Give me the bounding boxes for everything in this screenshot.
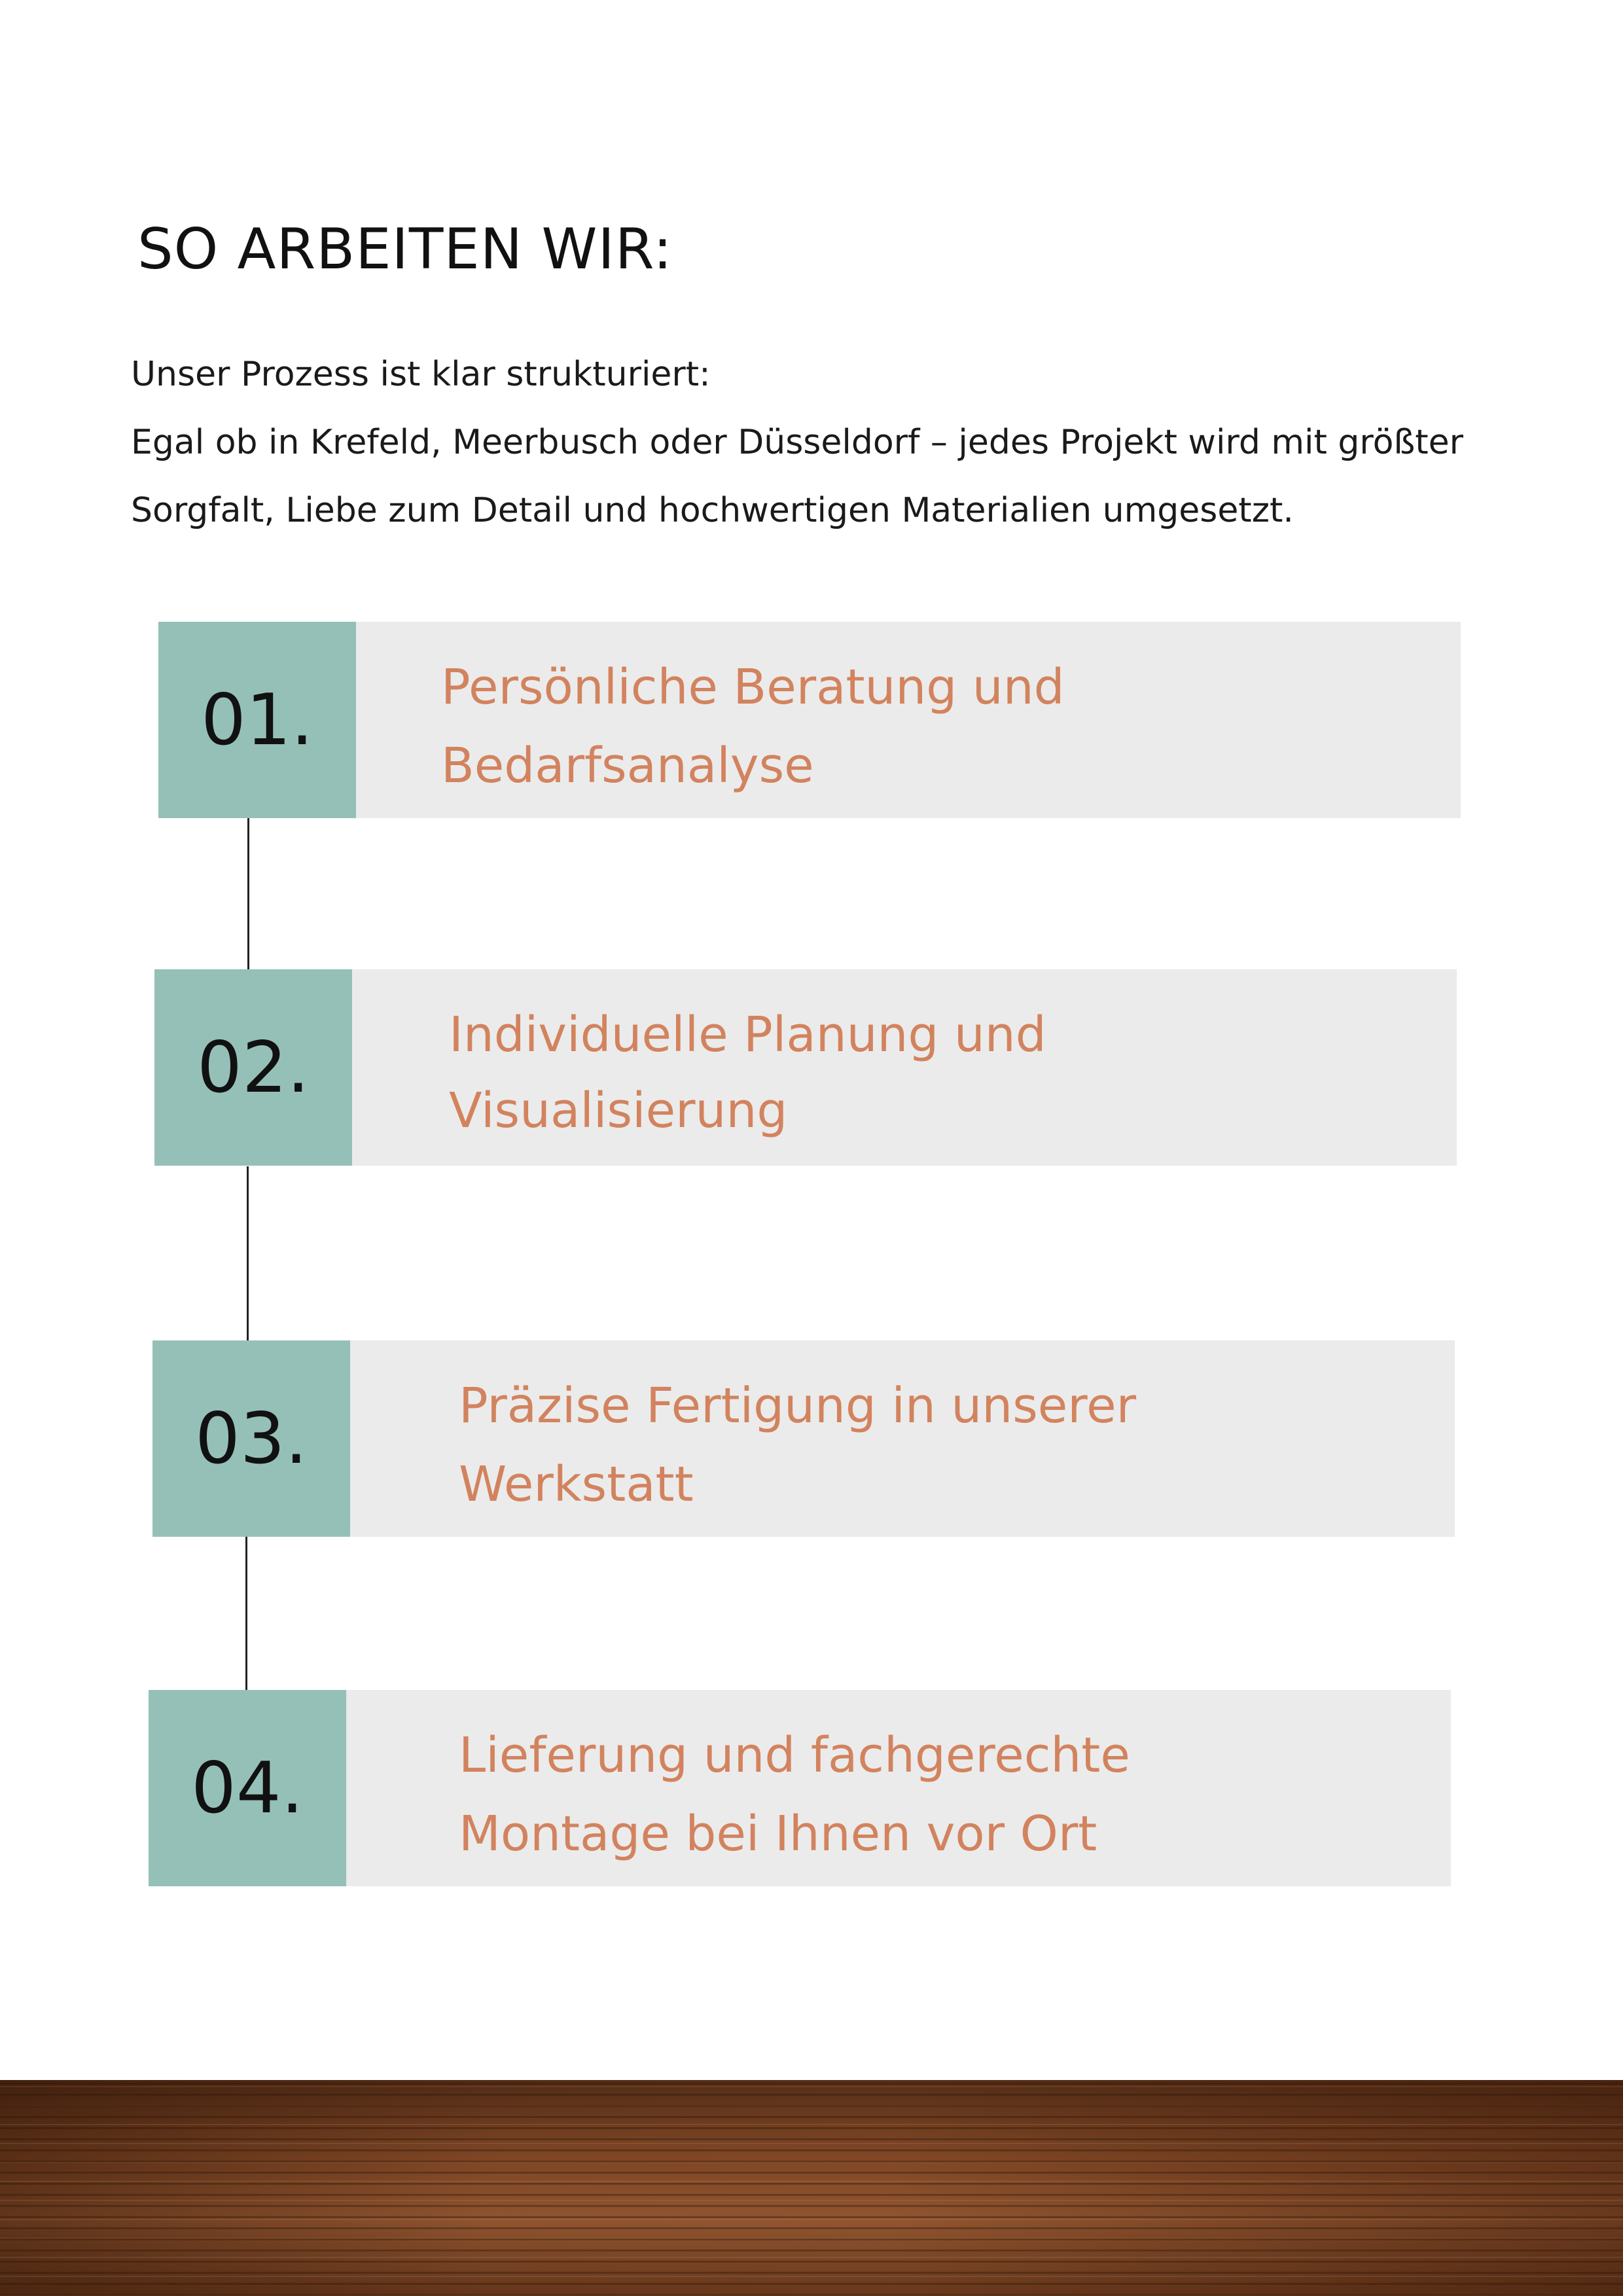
step-title-line: Persönliche Beratung und — [441, 659, 1065, 715]
step-number: 03. — [195, 1397, 308, 1480]
step-number: 01. — [201, 679, 313, 761]
timeline-connector — [245, 1537, 247, 1691]
step-title-line: Werkstatt — [459, 1456, 694, 1513]
step-title-line: Präzise Fertigung in unserer — [459, 1378, 1137, 1434]
intro-line: Egal ob in Krefeld, Meerbusch oder Düsseldorf – jedes Projekt wird mit größter — [131, 423, 1463, 462]
step-number-box — [154, 969, 352, 1166]
intro-text — [131, 340, 1492, 545]
step-number: 02. — [197, 1026, 310, 1109]
step-title — [459, 1716, 1130, 1873]
step-title — [441, 648, 1065, 805]
step-title-line: Lieferung und fachgerechte — [459, 1727, 1130, 1784]
process-step-2 — [154, 969, 1457, 1166]
process-step-4 — [149, 1690, 1451, 1886]
step-number-box — [149, 1690, 346, 1886]
step-title-line: Visualisierung — [449, 1083, 788, 1139]
wood-texture-footer — [0, 2080, 1623, 2296]
step-title — [459, 1367, 1136, 1524]
step-title-line: Individuelle Planung und — [449, 1007, 1046, 1063]
step-number-box — [152, 1340, 350, 1537]
process-step-3 — [152, 1340, 1455, 1537]
step-title-line: Bedarfsanalyse — [441, 738, 814, 794]
step-number-box — [158, 622, 356, 818]
process-step-1 — [158, 622, 1461, 818]
page-title: SO ARBEITEN WIR: — [137, 217, 673, 282]
timeline-connector — [247, 818, 249, 970]
intro-line: Unser Prozess ist klar strukturiert: — [131, 355, 711, 394]
step-title — [449, 997, 1046, 1149]
step-number: 04. — [191, 1747, 304, 1829]
step-title-line: Montage bei Ihnen vor Ort — [459, 1806, 1097, 1862]
intro-line: Sorgfalt, Liebe zum Detail und hochwertigen Materialien umgesetzt. — [131, 491, 1294, 530]
timeline-connector — [247, 1166, 249, 1340]
